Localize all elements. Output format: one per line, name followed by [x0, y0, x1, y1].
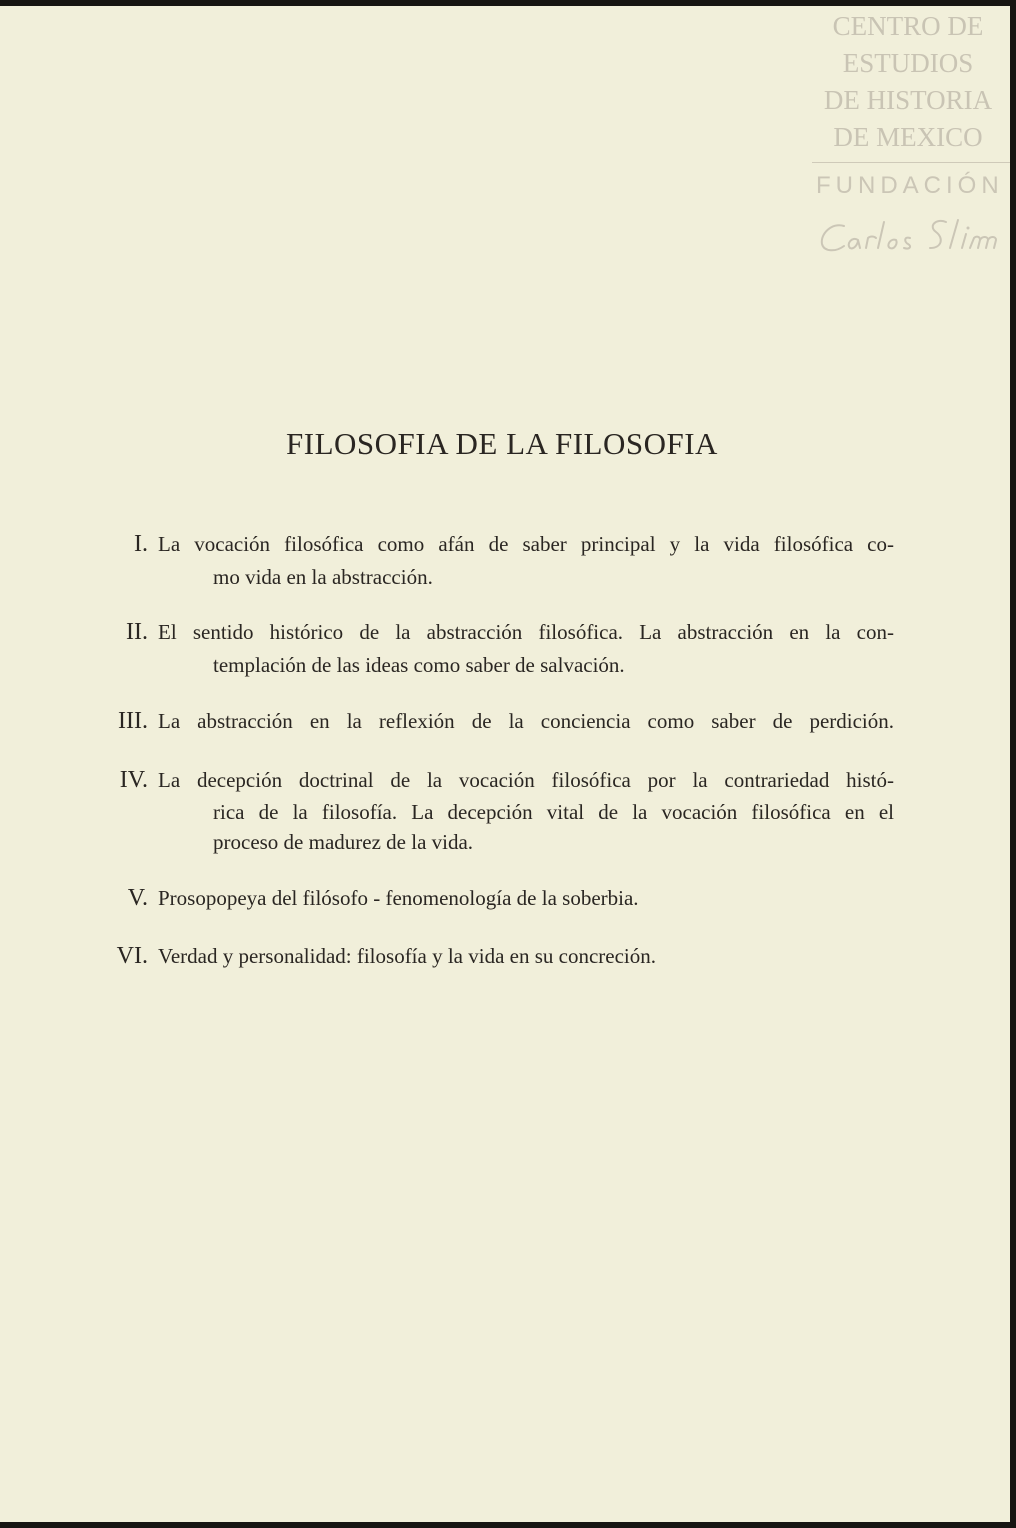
item-text-line: Prosopopeya del filósofo - fenomenología de la soberbia.	[158, 886, 639, 910]
page-title: FILOSOFIA DE LA FILOSOFIA	[286, 426, 718, 461]
signature-logo	[818, 214, 1008, 265]
watermark-foundation: FUNDACIÓN	[816, 172, 1004, 199]
item-text-line: rica de la filosofía. La decepción vital de la vocación filosófica en el	[213, 800, 894, 824]
item-text-line: proceso de madurez de la vida.	[213, 830, 474, 854]
watermark-line: CENTRO DE	[832, 11, 984, 41]
item-text-line: La vocación filosófica como afán de saber principal y la vida filosófica co-	[158, 532, 894, 556]
watermark-divider	[812, 162, 1010, 163]
watermark	[0, 6, 1010, 266]
watermark-line: DE HISTORIA	[823, 85, 993, 115]
item-numeral: II.	[126, 619, 148, 645]
watermark-line: DE MEXICO	[833, 122, 983, 152]
item-numeral: VI.	[116, 943, 148, 969]
item-numeral: IV.	[119, 767, 148, 793]
item-text-line: La abstracción en la reflexión de la conciencia como saber de perdición.	[158, 709, 894, 733]
item-text-line: La decepción doctrinal de la vocación filosófica por la contrariedad histó-	[158, 768, 894, 792]
watermark-line: ESTUDIOS	[842, 48, 974, 78]
item-numeral: V.	[127, 885, 148, 911]
item-numeral: III.	[118, 708, 148, 734]
item-numeral: I.	[134, 531, 148, 557]
item-text-line: Verdad y personalidad: filosofía y la vida en su concreción.	[158, 944, 657, 968]
item-text-line: El sentido histórico de la abstracción filosófica. La abstracción en la con-	[158, 620, 894, 644]
item-text-line: mo vida en la abstracción.	[213, 565, 433, 589]
document-page	[0, 6, 1010, 1522]
item-text-line: templación de las ideas como saber de salvación.	[213, 653, 625, 677]
